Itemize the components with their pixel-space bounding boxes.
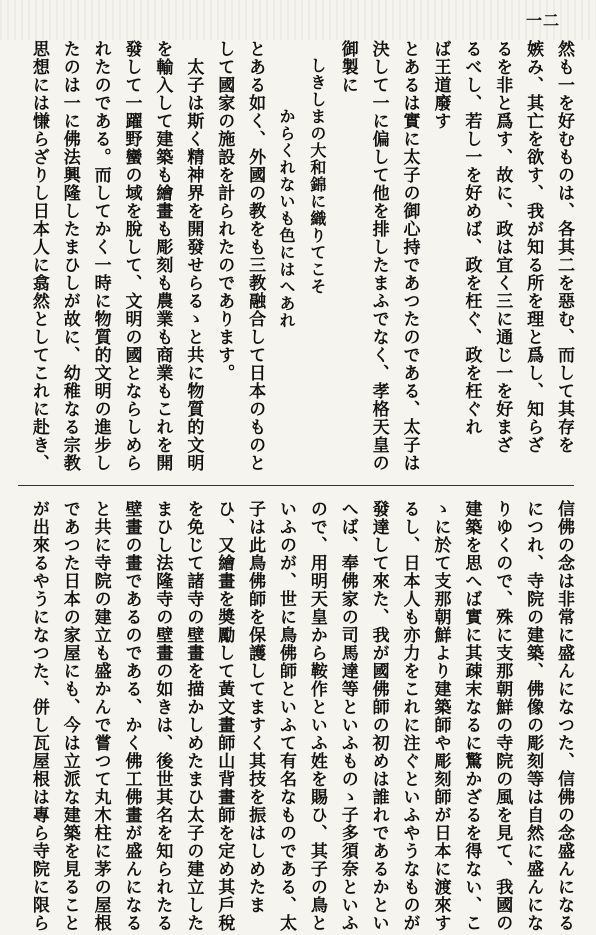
- text-column: が出來るやうになつた、併し瓦屋根は專ら寺院に限ら: [28, 500, 49, 932]
- text-column: ば王道廢す: [430, 40, 451, 130]
- text-column: と共に寺院の建立も盛かんで嘗つて丸木柱に茅の屋根: [90, 500, 111, 932]
- text-column: 然も一を好むものは、各其二を惡む、而して其存を: [554, 40, 574, 454]
- text-column: を免じて諸寺の壁畫を描かしめたまひ太子の建立した: [183, 500, 204, 932]
- poem-line: しきしまの大和錦に織りてこそ: [307, 40, 327, 295]
- poem-line: からくれないも色にはへあれ: [276, 40, 296, 329]
- text-column: ので、用明天皇から鞍作といふ姓を賜ひ、其子の鳥と: [306, 500, 327, 932]
- text-column: るべし、若し一を好めば、政を枉ぐ、政を枉ぐれ: [461, 40, 482, 436]
- text-column: ひ、又繪畫を奬勵して黃文畫師山背畫師を定め其戶稅: [214, 500, 235, 932]
- text-column: につれ、寺院の建築、佛像の彫刻等は自然に盛んにな: [523, 500, 544, 932]
- page-number: 一二: [525, 11, 560, 30]
- upper-text-block: [18, 40, 574, 480]
- text-column: であつた日本の家屋にも、今は立派な建築を見ること: [59, 500, 80, 932]
- text-column: 信佛の念は非常に盛んになつた、信佛の念盛んになる: [554, 500, 574, 932]
- text-column: たのは一に佛法興隆したまひしが故に、幼稚なる宗教: [59, 40, 80, 472]
- text-column: 決して一に偏して他を排したまふでなく、孝格天皇の: [368, 40, 389, 472]
- section-divider: [18, 485, 574, 486]
- text-column: ゝに於て支那朝鮮より建築師や彫刻師が日本に渡來す: [430, 500, 451, 932]
- text-column: 發達して來た、我が國佛師の初めは誰れであるかとい: [368, 500, 389, 932]
- text-column: 壁畫の畫であるのである、かく佛工佛畫が盛んになる: [121, 500, 142, 932]
- text-column: へば、奉佛家の司馬達等といふものゝ子多須奈といふ: [337, 500, 358, 932]
- text-column: まひし法隆寺の壁畫の如きは、後世其名を知られたる: [152, 500, 173, 932]
- text-column: るを非と爲す、故に、政は宜く三に通じ一を好まざ: [492, 40, 513, 454]
- text-column: るし、日本人も亦力をこれに注ぐといふやうなものが: [399, 500, 420, 932]
- text-column: 子は此鳥佛師を保護してますく其技を振はしめたま: [245, 500, 266, 914]
- text-column: いふのが、世に鳥佛師といふて有名なものである、太: [275, 500, 296, 932]
- text-column: りゆくので、殊に支那朝鮮の寺院の風を見て、我國の: [492, 500, 513, 932]
- text-column: れたのである。而してかく一時に物質的文明の進步し: [90, 40, 111, 472]
- lower-text-block: [18, 500, 574, 932]
- scan-noise: [0, 0, 596, 40]
- text-column: 嫉み、其亡を欲す、我が知る所を理と爲し、知らざ: [523, 40, 544, 454]
- text-column: 御製に: [337, 40, 358, 94]
- text-column: を輸入して建築も繪畫も彫刻も農業も商業もこれを開: [152, 40, 173, 472]
- text-column: とあるは實に太子の御心持であつたのである、太子は: [399, 40, 420, 472]
- text-column: 發して一躍野蠻の域を脫して、文明の國とならしめら: [121, 40, 142, 472]
- text-column: して國家の施設を計られたのであります。: [214, 40, 235, 382]
- text-column: 建築を思へば實に其疎末なるに驚かざるを得ない、こ: [461, 500, 482, 932]
- text-column: 思想には慊らざりし日本人に翕然としてこれに赴き、: [28, 40, 49, 472]
- text-column: 太子は斯く精神界を開發せらるゝと共に物質的文明: [183, 40, 204, 472]
- text-column: とある如く、外國の教をも三教融合して日本のものと: [245, 40, 266, 472]
